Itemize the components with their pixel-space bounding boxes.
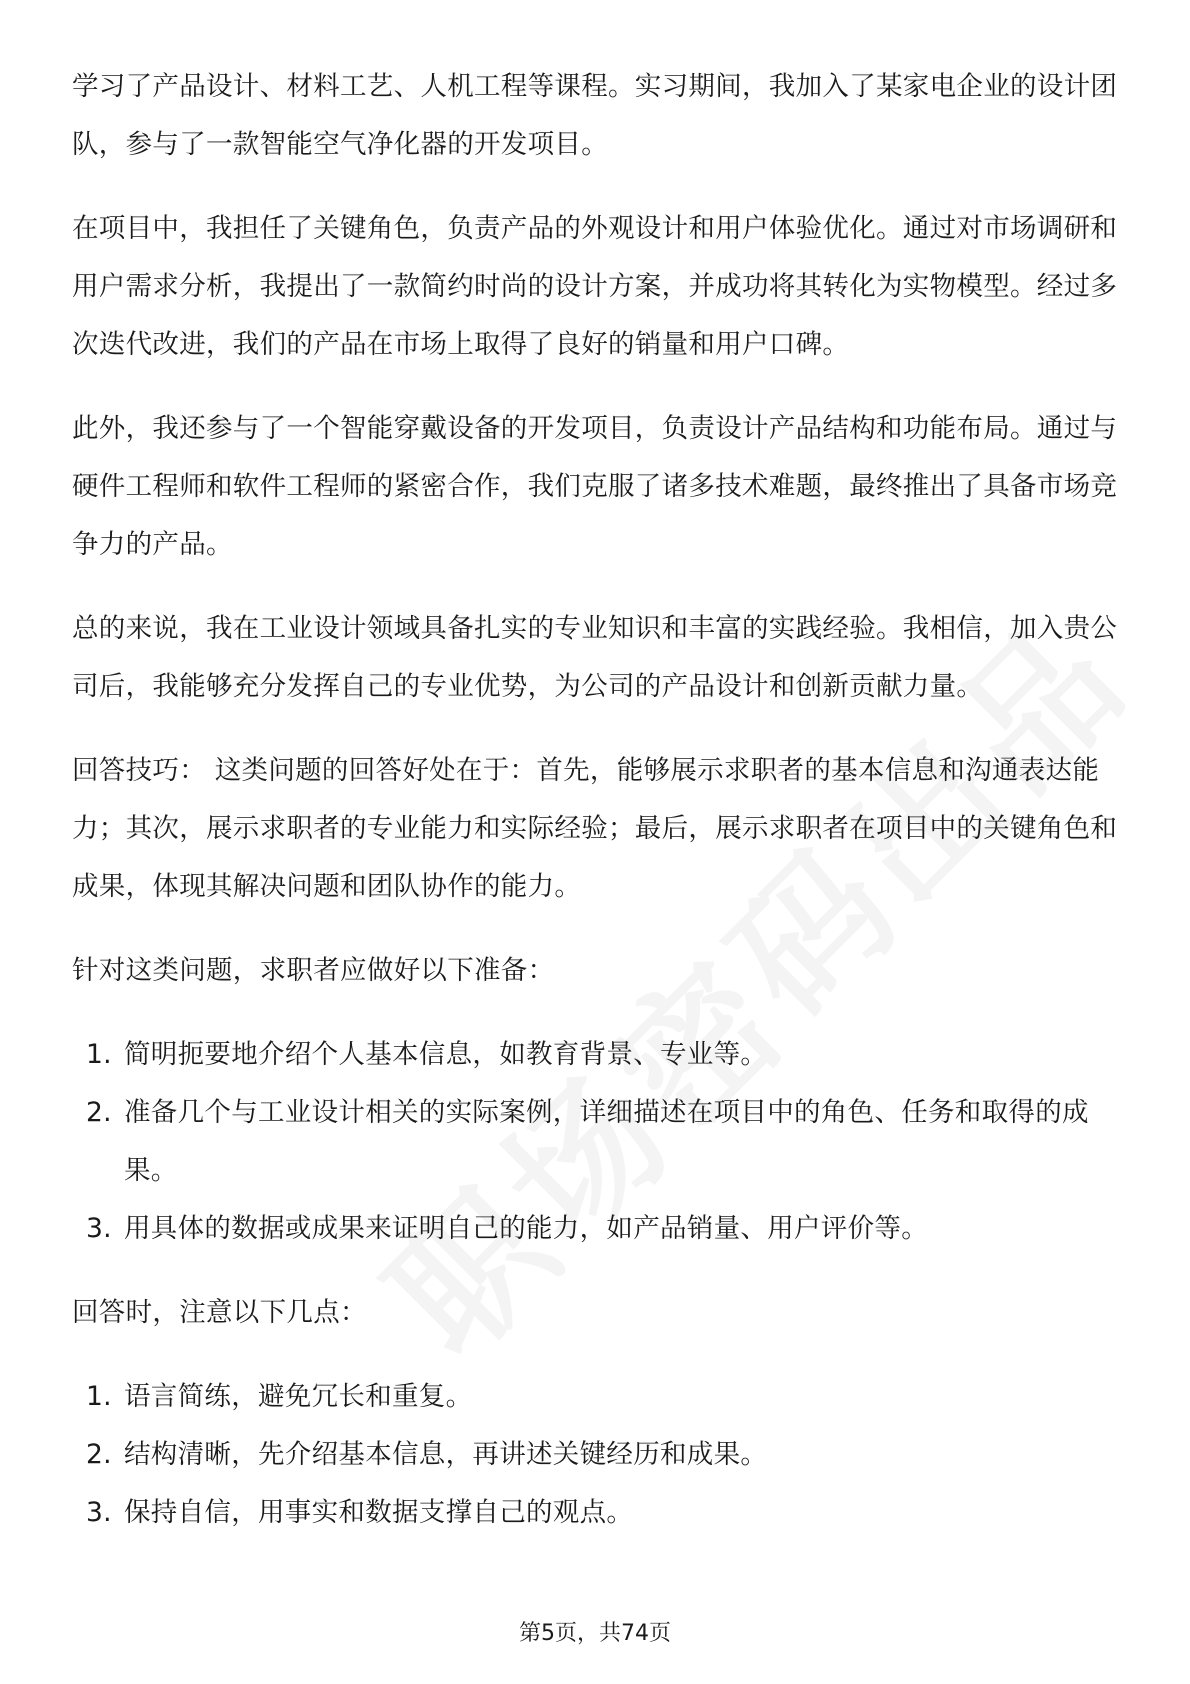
list-item-number: 2. <box>86 1097 112 1128</box>
list-item <box>72 1368 1122 1426</box>
list-item <box>72 1084 1122 1200</box>
list-item-number: 3. <box>86 1497 112 1528</box>
list-item-text: 保持自信，用事实和数据支撑自己的观点。 <box>124 1497 634 1528</box>
paragraph-summary: 总的来说，我在工业设计领域具备扎实的专业知识和丰富的实践经验。我相信，加入贵公司后，我能够充分发挥自己的专业优势，为公司的产品设计和创新贡献力量。 <box>72 613 1118 702</box>
list-item-text: 语言简练，避免冗长和重复。 <box>124 1381 473 1412</box>
list-item-text: 简明扼要地介绍个人基本信息，如教育背景、专业等。 <box>124 1039 768 1070</box>
list-item-number: 2. <box>86 1439 112 1470</box>
paragraph-project-role: 在项目中，我担任了关键角色，负责产品的外观设计和用户体验优化。通过对市场调研和用户需求分析，我提出了一款简约时尚的设计方案，并成功将其转化为实物模型。经过多次迭代改进，我们的产品在市场上取得了良好的销量和用户口碑。 <box>72 213 1118 360</box>
list-item-number: 3. <box>86 1213 112 1244</box>
paragraph-preparation-intro: 针对这类问题，求职者应做好以下准备： <box>72 955 555 986</box>
list-item-text: 用具体的数据或成果来证明自己的能力，如产品销量、用户评价等。 <box>124 1213 928 1244</box>
notes-list <box>72 1368 1122 1542</box>
list-item-number: 1. <box>86 1039 112 1070</box>
list-item-number: 1. <box>86 1381 112 1412</box>
list-item <box>72 1484 1122 1542</box>
list-item-text: 准备几个与工业设计相关的实际案例，详细描述在项目中的角色、任务和取得的成果。 <box>124 1097 1089 1186</box>
paragraph-intro: 学习了产品设计、材料工艺、人机工程等课程。实习期间，我加入了某家电企业的设计团队，参与了一款智能空气净化器的开发项目。 <box>72 71 1118 160</box>
list-item <box>72 1200 1122 1258</box>
paragraph-answer-notes: 回答时，注意以下几点： <box>72 1297 367 1328</box>
paragraph-answer-tips: 回答技巧： 这类问题的回答好处在于：首先，能够展示求职者的基本信息和沟通表达能力；其次，展示求职者的专业能力和实际经验；最后，展示求职者在项目中的关键角色和成果，体现其解决问题和团队协作的能力。 <box>72 755 1118 902</box>
list-item <box>72 1426 1122 1484</box>
page-number-footer: 第5页，共74页 <box>519 1621 671 1646</box>
paragraph-wearable-project: 此外，我还参与了一个智能穿戴设备的开发项目，负责设计产品结构和功能布局。通过与硬件工程师和软件工程师的紧密合作，我们克服了诸多技术难题，最终推出了具备市场竞争力的产品。 <box>72 413 1118 560</box>
list-item <box>72 1026 1122 1084</box>
preparation-list <box>72 1026 1122 1258</box>
list-item-text: 结构清晰，先介绍基本信息，再讲述关键经历和成果。 <box>124 1439 768 1470</box>
page-content <box>72 58 1122 1568</box>
